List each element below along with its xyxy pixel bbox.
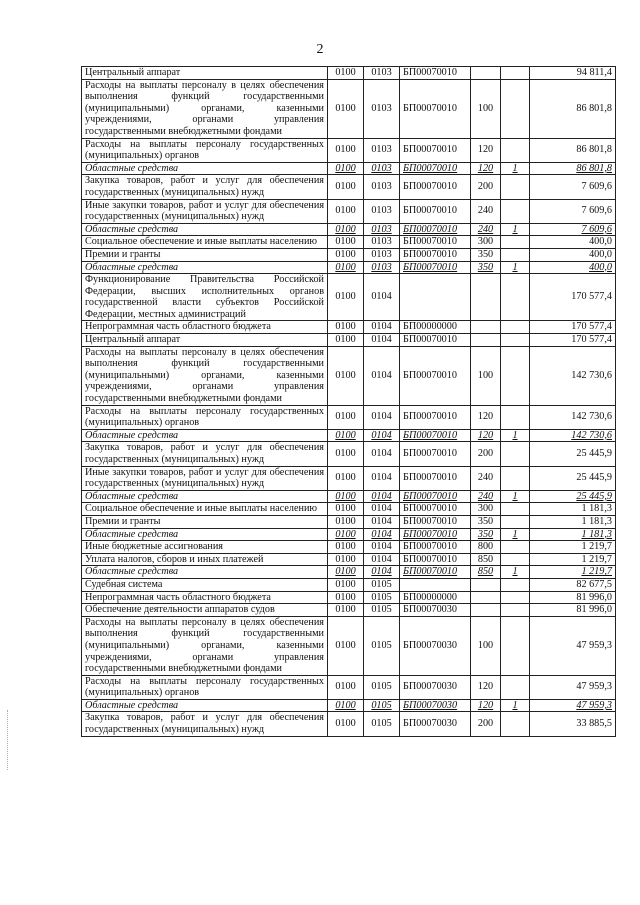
- row-amount: 7 609,6: [530, 223, 616, 236]
- row-section: 0100: [328, 566, 364, 579]
- row-amount: 33 885,5: [530, 712, 616, 736]
- row-subsection: 0104: [364, 334, 400, 347]
- row-subsection: 0103: [364, 79, 400, 138]
- row-expense-type: 100: [471, 79, 501, 138]
- row-subsection: 0105: [364, 616, 400, 675]
- row-target-article: БП00000000: [400, 591, 471, 604]
- table-row: [82, 541, 616, 554]
- row-section: 0100: [328, 578, 364, 591]
- row-subsection: 0105: [364, 699, 400, 712]
- row-target-article: БП00070030: [400, 699, 471, 712]
- row-amount: 142 730,6: [530, 346, 616, 405]
- row-expense-type: 240: [471, 490, 501, 503]
- row-section: 0100: [328, 429, 364, 442]
- row-subsection: 0104: [364, 466, 400, 490]
- row-name: Непрограммная часть областного бюджета: [82, 321, 328, 334]
- row-source: 1: [501, 162, 530, 175]
- row-amount: 1 181,3: [530, 503, 616, 516]
- table-row: [82, 442, 616, 466]
- table-row: [82, 466, 616, 490]
- row-source: 1: [501, 223, 530, 236]
- row-name: Центральный аппарат: [82, 67, 328, 80]
- row-subsection: 0103: [364, 162, 400, 175]
- row-source: [501, 405, 530, 429]
- row-name: Центральный аппарат: [82, 334, 328, 347]
- row-expense-type: 120: [471, 699, 501, 712]
- row-expense-type: 240: [471, 466, 501, 490]
- row-target-article: БП00070010: [400, 261, 471, 274]
- row-target-article: БП00070010: [400, 334, 471, 347]
- table-row: [82, 616, 616, 675]
- row-section: 0100: [328, 138, 364, 162]
- row-expense-type: [471, 321, 501, 334]
- row-name: Иные бюджетные ассигнования: [82, 541, 328, 554]
- row-amount: 81 996,0: [530, 604, 616, 617]
- row-name: Иные закупки товаров, работ и услуг для обеспечения государственных (муниципальных) нужд: [82, 466, 328, 490]
- row-target-article: БП00070010: [400, 248, 471, 261]
- row-amount: 400,0: [530, 236, 616, 249]
- row-subsection: 0103: [364, 138, 400, 162]
- row-subsection: 0104: [364, 442, 400, 466]
- row-section: 0100: [328, 490, 364, 503]
- row-amount: 1 219,7: [530, 566, 616, 579]
- table-row: [82, 604, 616, 617]
- row-name: Расходы на выплаты персоналу в целях обеспечения выполнения функций государственными (муниципальными) органами, казенными учреждениями, органами управления государственными внебюджетными фондами: [82, 346, 328, 405]
- row-source: [501, 138, 530, 162]
- row-expense-type: 800: [471, 541, 501, 554]
- row-subsection: 0104: [364, 553, 400, 566]
- row-subsection: 0103: [364, 236, 400, 249]
- row-expense-type: [471, 67, 501, 80]
- row-amount: 1 181,3: [530, 528, 616, 541]
- row-expense-type: 120: [471, 675, 501, 699]
- row-subsection: 0105: [364, 604, 400, 617]
- row-section: 0100: [328, 591, 364, 604]
- row-target-article: БП00070010: [400, 566, 471, 579]
- row-subsection: 0104: [364, 429, 400, 442]
- row-expense-type: [471, 274, 501, 321]
- row-amount: 400,0: [530, 248, 616, 261]
- row-subsection: 0105: [364, 675, 400, 699]
- row-name: Социальное обеспечение и иные выплаты населению: [82, 503, 328, 516]
- row-target-article: БП00070010: [400, 199, 471, 223]
- row-source: [501, 274, 530, 321]
- row-expense-type: 120: [471, 429, 501, 442]
- row-source: [501, 248, 530, 261]
- row-source: [501, 175, 530, 199]
- row-target-article: [400, 274, 471, 321]
- row-amount: 170 577,4: [530, 274, 616, 321]
- row-source: [501, 236, 530, 249]
- row-source: 1: [501, 566, 530, 579]
- row-section: 0100: [328, 79, 364, 138]
- row-section: 0100: [328, 175, 364, 199]
- budget-table: [81, 66, 616, 737]
- row-section: 0100: [328, 162, 364, 175]
- row-name: Непрограммная часть областного бюджета: [82, 591, 328, 604]
- row-target-article: [400, 578, 471, 591]
- row-section: 0100: [328, 405, 364, 429]
- row-section: 0100: [328, 274, 364, 321]
- table-row: [82, 321, 616, 334]
- row-target-article: БП00070010: [400, 162, 471, 175]
- row-name: Областные средства: [82, 699, 328, 712]
- row-section: 0100: [328, 503, 364, 516]
- row-name: Уплата налогов, сборов и иных платежей: [82, 553, 328, 566]
- row-section: 0100: [328, 199, 364, 223]
- row-section: 0100: [328, 604, 364, 617]
- row-amount: 82 677,5: [530, 578, 616, 591]
- row-amount: 25 445,9: [530, 466, 616, 490]
- row-name: Иные закупки товаров, работ и услуг для обеспечения государственных (муниципальных) нужд: [82, 199, 328, 223]
- row-source: [501, 199, 530, 223]
- row-target-article: БП00070010: [400, 223, 471, 236]
- row-name: Расходы на выплаты персоналу в целях обеспечения выполнения функций государственными (муниципальными) органами, казенными учреждениями, органами управления государственными внебюджетными фондами: [82, 616, 328, 675]
- row-name: Областные средства: [82, 490, 328, 503]
- row-source: [501, 616, 530, 675]
- row-section: 0100: [328, 223, 364, 236]
- table-row: [82, 528, 616, 541]
- row-target-article: БП00070010: [400, 503, 471, 516]
- row-source: [501, 578, 530, 591]
- row-subsection: 0103: [364, 248, 400, 261]
- table-row: [82, 566, 616, 579]
- row-section: 0100: [328, 261, 364, 274]
- row-expense-type: 120: [471, 162, 501, 175]
- row-source: 1: [501, 429, 530, 442]
- row-name: Судебная система: [82, 578, 328, 591]
- table-row: [82, 578, 616, 591]
- row-expense-type: 300: [471, 236, 501, 249]
- row-source: [501, 334, 530, 347]
- table-row: [82, 138, 616, 162]
- table-row: [82, 334, 616, 347]
- row-source: [501, 346, 530, 405]
- table-row: [82, 175, 616, 199]
- row-subsection: 0105: [364, 712, 400, 736]
- row-section: 0100: [328, 442, 364, 466]
- row-subsection: 0103: [364, 223, 400, 236]
- row-name: Закупка товаров, работ и услуг для обеспечения государственных (муниципальных) нужд: [82, 442, 328, 466]
- row-section: 0100: [328, 346, 364, 405]
- row-subsection: 0104: [364, 321, 400, 334]
- row-subsection: 0103: [364, 67, 400, 80]
- row-section: 0100: [328, 528, 364, 541]
- row-expense-type: [471, 578, 501, 591]
- row-name: Расходы на выплаты персоналу государственных (муниципальных) органов: [82, 405, 328, 429]
- row-amount: 1 181,3: [530, 515, 616, 528]
- row-expense-type: 120: [471, 138, 501, 162]
- table-row: [82, 223, 616, 236]
- row-source: [501, 712, 530, 736]
- row-expense-type: 240: [471, 223, 501, 236]
- row-expense-type: 100: [471, 346, 501, 405]
- table-row: [82, 712, 616, 736]
- row-name: Функционирование Правительства Российской Федерации, высших исполнительных органов государственной власти субъектов Российской Федерации, местных администраций: [82, 274, 328, 321]
- table-row: [82, 503, 616, 516]
- row-source: [501, 442, 530, 466]
- table-row: [82, 261, 616, 274]
- row-target-article: БП00070030: [400, 675, 471, 699]
- row-subsection: 0104: [364, 274, 400, 321]
- row-amount: 7 609,6: [530, 199, 616, 223]
- row-section: 0100: [328, 334, 364, 347]
- row-source: [501, 604, 530, 617]
- row-expense-type: 350: [471, 248, 501, 261]
- table-row: [82, 236, 616, 249]
- table-body: [82, 67, 616, 737]
- table-row: [82, 405, 616, 429]
- row-amount: 1 219,7: [530, 553, 616, 566]
- row-name: Областные средства: [82, 223, 328, 236]
- row-target-article: БП00070030: [400, 712, 471, 736]
- row-section: 0100: [328, 553, 364, 566]
- row-source: [501, 321, 530, 334]
- row-amount: 7 609,6: [530, 175, 616, 199]
- row-source: [501, 79, 530, 138]
- row-amount: 400,0: [530, 261, 616, 274]
- row-target-article: БП00070010: [400, 515, 471, 528]
- table-row: [82, 199, 616, 223]
- row-section: 0100: [328, 699, 364, 712]
- row-source: [501, 503, 530, 516]
- row-source: 1: [501, 528, 530, 541]
- row-name: Областные средства: [82, 528, 328, 541]
- row-expense-type: 200: [471, 442, 501, 466]
- row-subsection: 0104: [364, 490, 400, 503]
- row-amount: 25 445,9: [530, 490, 616, 503]
- row-source: [501, 466, 530, 490]
- row-target-article: БП00070010: [400, 541, 471, 554]
- row-subsection: 0104: [364, 346, 400, 405]
- row-target-article: БП00070010: [400, 79, 471, 138]
- row-expense-type: 100: [471, 616, 501, 675]
- row-section: 0100: [328, 321, 364, 334]
- row-expense-type: 200: [471, 175, 501, 199]
- row-expense-type: 300: [471, 503, 501, 516]
- row-source: [501, 67, 530, 80]
- row-section: 0100: [328, 236, 364, 249]
- row-target-article: БП00070010: [400, 490, 471, 503]
- row-target-article: БП00070010: [400, 346, 471, 405]
- row-name: Областные средства: [82, 429, 328, 442]
- row-target-article: БП00070010: [400, 553, 471, 566]
- row-amount: 94 811,4: [530, 67, 616, 80]
- row-target-article: БП00070010: [400, 236, 471, 249]
- row-target-article: БП00070010: [400, 175, 471, 199]
- row-subsection: 0103: [364, 199, 400, 223]
- row-name: Закупка товаров, работ и услуг для обеспечения государственных (муниципальных) нужд: [82, 712, 328, 736]
- row-name: Социальное обеспечение и иные выплаты населению: [82, 236, 328, 249]
- row-amount: 142 730,6: [530, 429, 616, 442]
- row-subsection: 0103: [364, 175, 400, 199]
- row-expense-type: 200: [471, 712, 501, 736]
- row-expense-type: [471, 604, 501, 617]
- table-row: [82, 274, 616, 321]
- row-expense-type: 350: [471, 515, 501, 528]
- row-expense-type: 850: [471, 566, 501, 579]
- row-target-article: БП00000000: [400, 321, 471, 334]
- row-section: 0100: [328, 67, 364, 80]
- row-name: Премии и гранты: [82, 248, 328, 261]
- row-name: Областные средства: [82, 566, 328, 579]
- row-subsection: 0104: [364, 515, 400, 528]
- table-row: [82, 591, 616, 604]
- row-amount: 25 445,9: [530, 442, 616, 466]
- row-name: Премии и гранты: [82, 515, 328, 528]
- row-name: Расходы на выплаты персоналу в целях обеспечения выполнения функций государственными (муниципальными) органами, казенными учреждениями, органами управления государственными внебюджетными фондами: [82, 79, 328, 138]
- row-amount: 86 801,8: [530, 162, 616, 175]
- table-row: [82, 248, 616, 261]
- row-amount: 81 996,0: [530, 591, 616, 604]
- table-row: [82, 67, 616, 80]
- row-source: 1: [501, 699, 530, 712]
- row-expense-type: 350: [471, 261, 501, 274]
- table-row: [82, 553, 616, 566]
- row-subsection: 0103: [364, 261, 400, 274]
- table-row: [82, 515, 616, 528]
- row-source: 1: [501, 490, 530, 503]
- row-target-article: БП00070010: [400, 138, 471, 162]
- row-expense-type: [471, 334, 501, 347]
- row-expense-type: 850: [471, 553, 501, 566]
- row-amount: 170 577,4: [530, 321, 616, 334]
- table-row: [82, 346, 616, 405]
- row-section: 0100: [328, 712, 364, 736]
- row-amount: 47 959,3: [530, 699, 616, 712]
- row-section: 0100: [328, 675, 364, 699]
- row-subsection: 0104: [364, 541, 400, 554]
- table-row: [82, 162, 616, 175]
- row-subsection: 0104: [364, 528, 400, 541]
- row-amount: 170 577,4: [530, 334, 616, 347]
- row-expense-type: [471, 591, 501, 604]
- row-subsection: 0104: [364, 503, 400, 516]
- row-section: 0100: [328, 616, 364, 675]
- row-subsection: 0105: [364, 578, 400, 591]
- row-name: Обеспечение деятельности аппаратов судов: [82, 604, 328, 617]
- row-target-article: БП00070010: [400, 442, 471, 466]
- row-expense-type: 240: [471, 199, 501, 223]
- row-name: Расходы на выплаты персоналу государственных (муниципальных) органов: [82, 675, 328, 699]
- row-target-article: БП00070010: [400, 528, 471, 541]
- row-amount: 1 219,7: [530, 541, 616, 554]
- row-source: [501, 541, 530, 554]
- row-amount: 86 801,8: [530, 138, 616, 162]
- table-row: [82, 429, 616, 442]
- row-source: [501, 675, 530, 699]
- row-amount: 86 801,8: [530, 79, 616, 138]
- row-subsection: 0105: [364, 591, 400, 604]
- row-source: 1: [501, 261, 530, 274]
- row-source: [501, 591, 530, 604]
- row-section: 0100: [328, 515, 364, 528]
- row-amount: 142 730,6: [530, 405, 616, 429]
- row-expense-type: 120: [471, 405, 501, 429]
- row-target-article: БП00070030: [400, 604, 471, 617]
- row-section: 0100: [328, 466, 364, 490]
- table-row: [82, 79, 616, 138]
- row-name: Областные средства: [82, 162, 328, 175]
- row-amount: 47 959,3: [530, 675, 616, 699]
- row-target-article: БП00070030: [400, 616, 471, 675]
- row-subsection: 0104: [364, 405, 400, 429]
- row-section: 0100: [328, 248, 364, 261]
- row-target-article: БП00070010: [400, 466, 471, 490]
- row-section: 0100: [328, 541, 364, 554]
- row-name: Областные средства: [82, 261, 328, 274]
- row-name: Расходы на выплаты персоналу государственных (муниципальных) органов: [82, 138, 328, 162]
- row-subsection: 0104: [364, 566, 400, 579]
- row-source: [501, 553, 530, 566]
- row-target-article: БП00070010: [400, 429, 471, 442]
- row-expense-type: 350: [471, 528, 501, 541]
- row-amount: 47 959,3: [530, 616, 616, 675]
- table-row: [82, 699, 616, 712]
- margin-mark: [7, 710, 10, 770]
- table-row: [82, 490, 616, 503]
- table-row: [82, 675, 616, 699]
- row-target-article: БП00070010: [400, 67, 471, 80]
- row-source: [501, 515, 530, 528]
- page-number: 2: [316, 42, 324, 57]
- row-target-article: БП00070010: [400, 405, 471, 429]
- row-name: Закупка товаров, работ и услуг для обеспечения государственных (муниципальных) нужд: [82, 175, 328, 199]
